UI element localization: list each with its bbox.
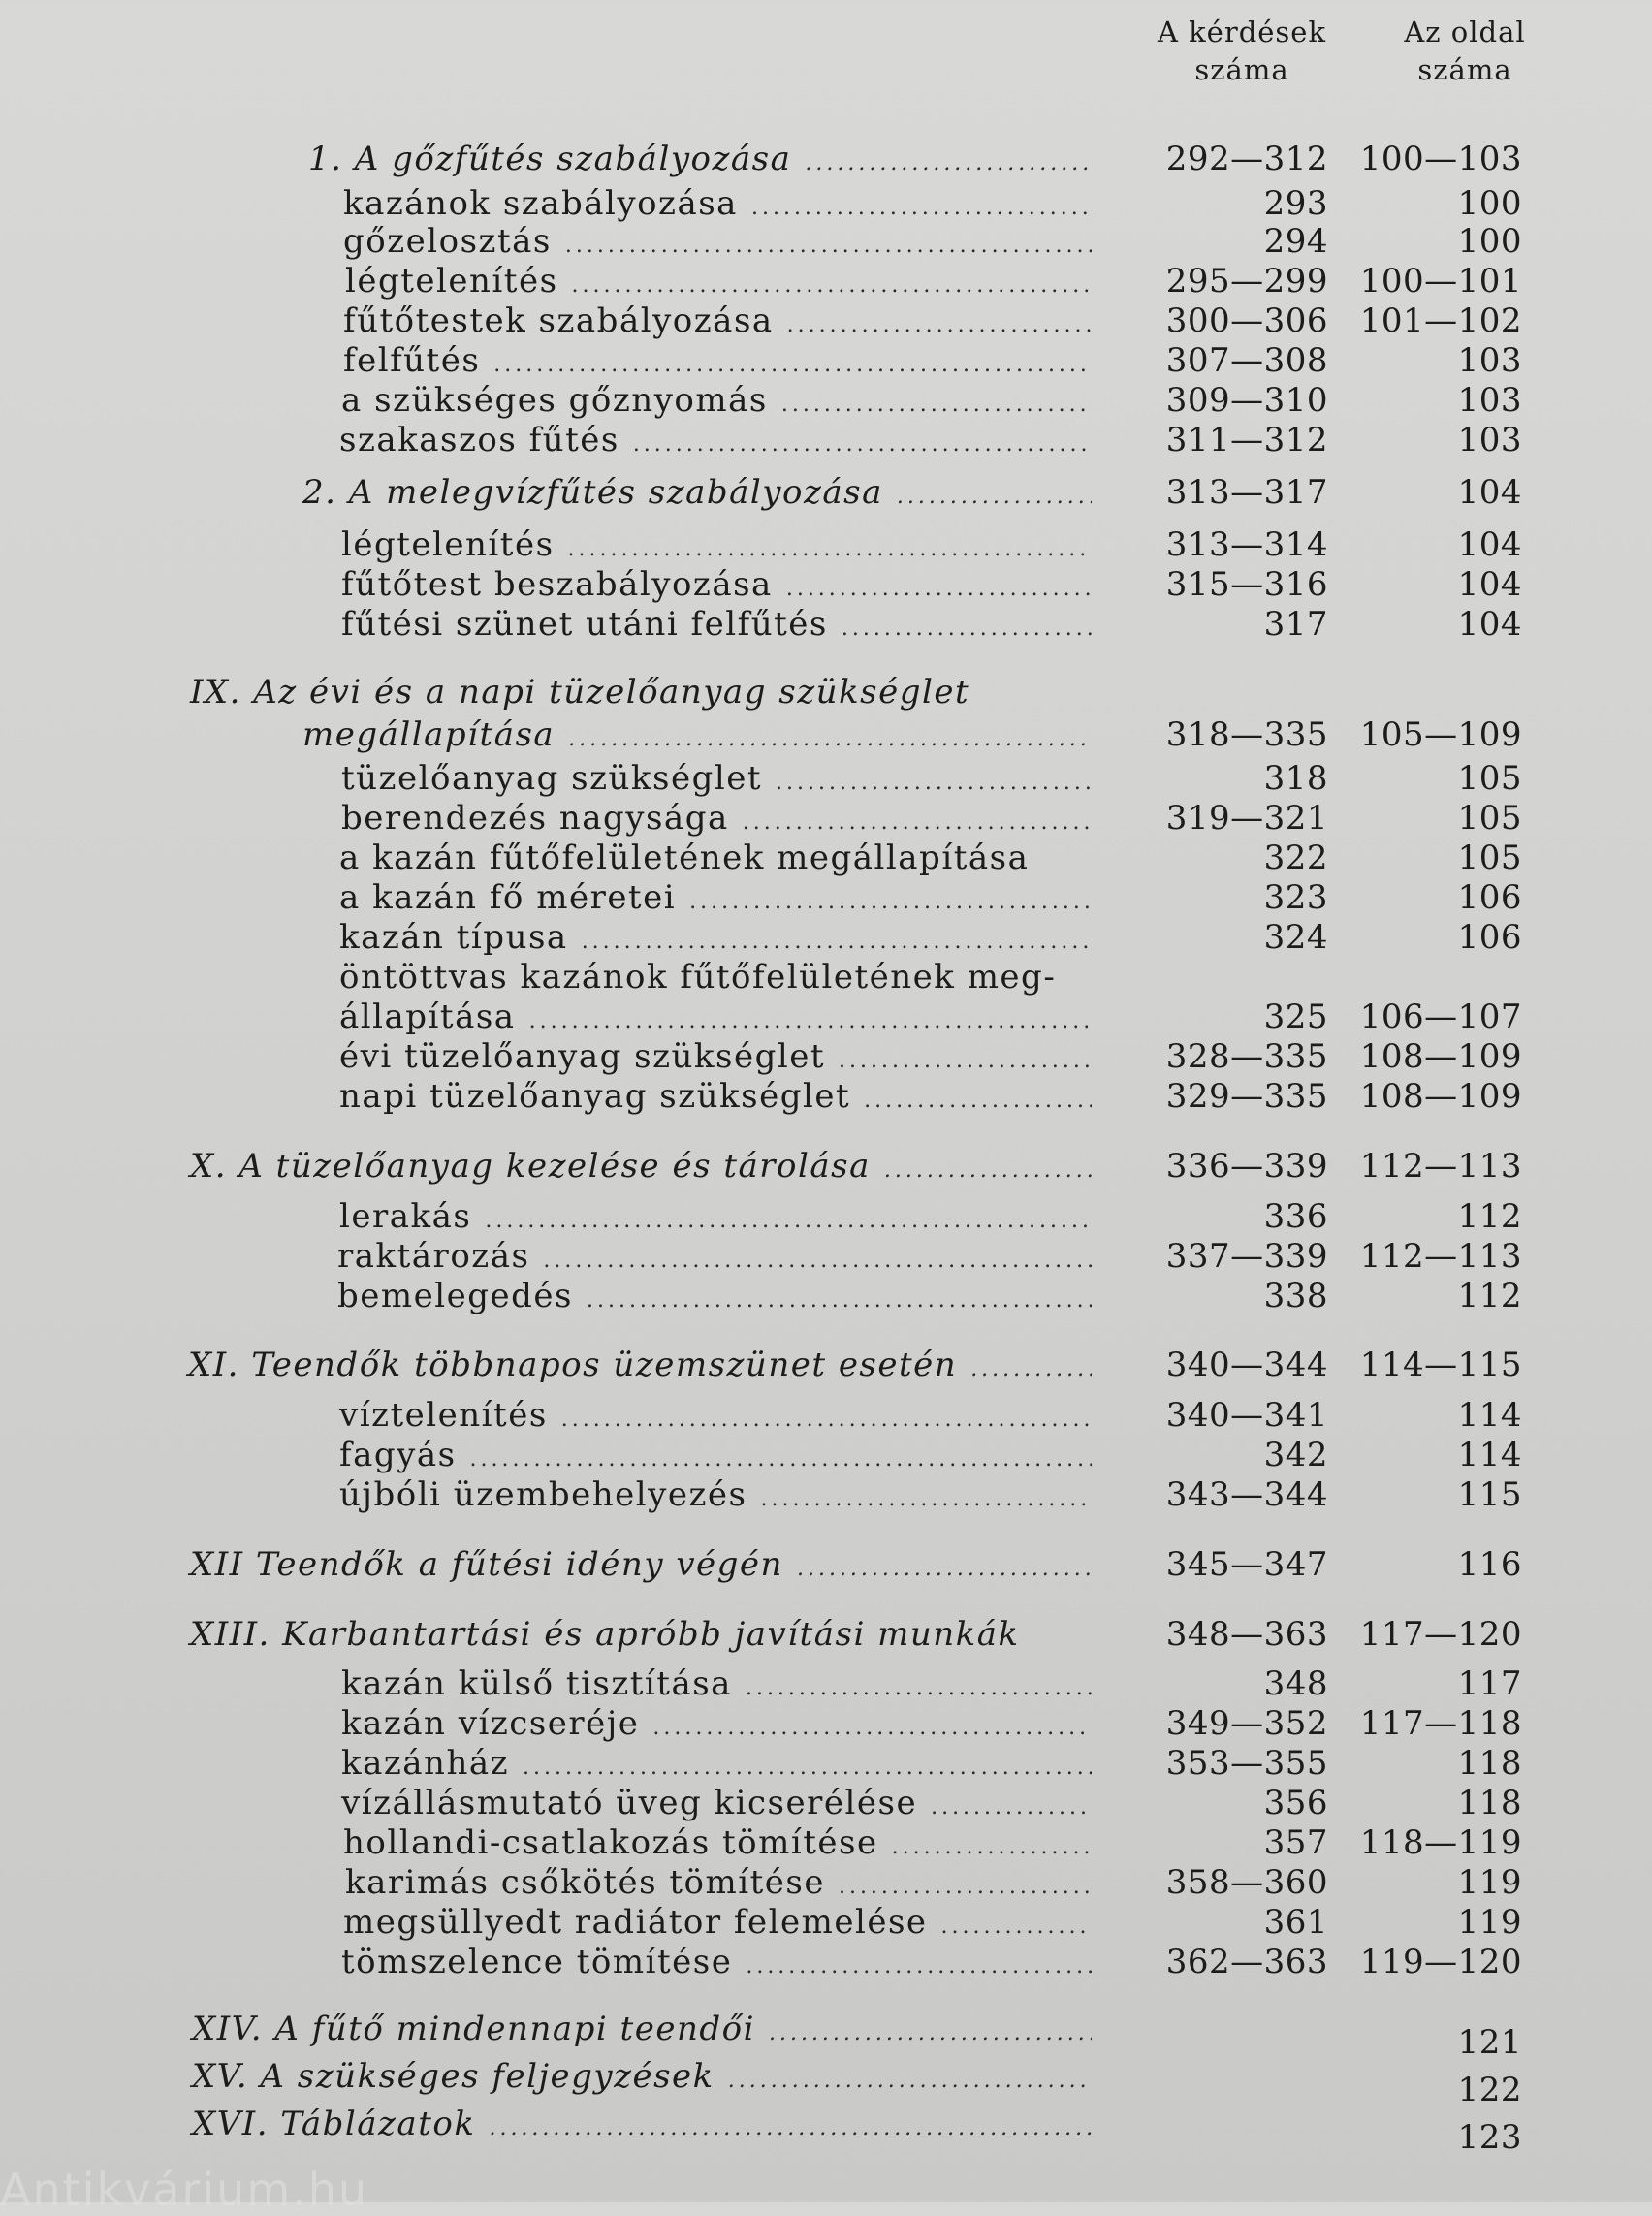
page-range: 122 [1457, 2071, 1522, 2109]
leader-dots [892, 1833, 1092, 1862]
question-range: 325 [1263, 997, 1328, 1036]
toc-row-32 [0, 1545, 1652, 1584]
column-header-questions-line2: száma [1194, 53, 1289, 86]
toc-entry-title: gőzelosztás [343, 222, 552, 261]
toc-entry-title: karimás csőkötés tömítése [345, 1863, 825, 1902]
leader-dots [728, 2067, 1092, 2096]
toc-row-27 [0, 1277, 1652, 1315]
toc-entry-title: XV. A szükséges feljegyzések [192, 2057, 715, 2096]
toc-row-8 [0, 421, 1652, 459]
leader-dots [470, 1445, 1092, 1474]
page-range: 100—101 [1359, 262, 1522, 301]
leader-dots [652, 1714, 1092, 1743]
page-range: 104 [1457, 473, 1522, 512]
question-range: 318—335 [1165, 715, 1328, 754]
toc-row-4 [0, 262, 1652, 301]
leader-dots [582, 928, 1092, 957]
toc-entry-title: kazánok szabályozása [343, 184, 738, 223]
page-range: 105 [1457, 839, 1522, 877]
toc-entry-title: fűtőtestek szabályozása [343, 301, 774, 340]
leader-dots [529, 1007, 1092, 1036]
leader-dots [1069, 967, 1092, 997]
question-range: 313—314 [1165, 525, 1328, 564]
toc-entry-title: a kazán fő méretei [339, 878, 677, 917]
leader-dots [884, 1156, 1092, 1186]
page-range: 117—118 [1359, 1704, 1522, 1743]
toc-row-6 [0, 341, 1652, 380]
question-range: 340—341 [1165, 1396, 1328, 1435]
page-range: 114 [1457, 1396, 1522, 1435]
leader-dots [689, 888, 1092, 917]
toc-row-31 [0, 1475, 1652, 1514]
question-range: 362—363 [1165, 1943, 1328, 1981]
leader-dots [489, 2114, 1092, 2143]
leader-dots [572, 271, 1092, 301]
page-range: 114—115 [1359, 1345, 1522, 1384]
toc-row-33 [0, 1615, 1652, 1654]
page-range: 117 [1457, 1664, 1522, 1703]
question-range: 336 [1263, 1197, 1328, 1236]
question-range: 292—312 [1165, 140, 1328, 178]
page-range: 108—109 [1359, 1037, 1522, 1076]
toc-row-11 [0, 565, 1652, 604]
toc-entry-title: a kazán fűtőfelületének megállapítása [339, 839, 1030, 877]
question-range: 324 [1263, 918, 1328, 957]
leader-dots [543, 1247, 1092, 1276]
page-range: 112—113 [1359, 1147, 1522, 1186]
page-range: 104 [1457, 565, 1522, 604]
toc-entry-title: felfűtés [343, 341, 481, 380]
toc-row-40 [0, 1903, 1652, 1942]
question-range: 348—363 [1165, 1615, 1328, 1654]
toc-entry-title: kazán típusa [339, 918, 568, 957]
page-range: 106—107 [1359, 997, 1522, 1036]
question-range: 340—344 [1165, 1345, 1328, 1384]
toc-entry-title: kazánház [341, 1744, 510, 1783]
question-range: 317 [1263, 605, 1328, 644]
toc-row-44 [0, 2105, 1652, 2157]
page-range: 118 [1457, 1784, 1522, 1822]
toc-row-26 [0, 1237, 1652, 1276]
question-range: 307—308 [1165, 341, 1328, 380]
page-range: 118—119 [1359, 1823, 1522, 1862]
page-range: 117—120 [1359, 1615, 1522, 1654]
question-range: 319—321 [1165, 799, 1328, 838]
question-range [1115, 2057, 1328, 2096]
leader-dots [786, 575, 1092, 604]
toc-row-38 [0, 1823, 1652, 1862]
question-range: 309—310 [1165, 381, 1328, 420]
page-range: 101—102 [1359, 301, 1522, 340]
toc-row-1 [0, 140, 1652, 178]
page-range: 119—120 [1359, 1943, 1522, 1981]
leader-dots [743, 808, 1092, 838]
leader-dots [1042, 848, 1092, 877]
leader-dots [587, 1286, 1092, 1315]
toc-entry-title: évi tüzelőanyag szükséglet [339, 1037, 826, 1076]
page-range: 104 [1457, 525, 1522, 564]
page-range: 119 [1457, 1863, 1522, 1902]
leader-dots [797, 1555, 1092, 1584]
leader-dots [761, 1485, 1093, 1514]
leader-dots [970, 1355, 1092, 1384]
column-header-pages-line1: Az oldal [1404, 16, 1526, 48]
toc-entry-title: légtelenítés [341, 525, 555, 564]
question-range: 337—339 [1165, 1237, 1328, 1276]
toc-row-7 [0, 381, 1652, 420]
leader-dots [746, 1952, 1092, 1981]
toc-row-35 [0, 1704, 1652, 1743]
toc-row-39 [0, 1863, 1652, 1902]
toc-entry-title: légtelenítés [345, 262, 558, 301]
question-range: 323 [1263, 878, 1328, 917]
toc-entry-title: öntöttvas kazánok fűtőfelületének meg- [339, 958, 1057, 997]
toc-row-36 [0, 1744, 1652, 1783]
page-range: 116 [1457, 1545, 1522, 1584]
leader-dots [787, 311, 1092, 340]
question-range: 343—344 [1165, 1475, 1328, 1514]
toc-entry-title: vízállásmutató üveg kicserélése [341, 1784, 918, 1822]
page-range: 105 [1457, 759, 1522, 798]
toc-entry-title: fűtőtest beszabályozása [341, 565, 773, 604]
toc-entry-title: hollandi-csatlakozás tömítése [343, 1823, 878, 1862]
toc-entry-title: XII Teendők a fűtési idény végén [190, 1545, 783, 1584]
toc-row-25 [0, 1197, 1652, 1236]
toc-entry-title: XIV. A fűtő mindennapi teendői [192, 2010, 755, 2048]
toc-entry-title: berendezés nagysága [341, 799, 729, 838]
page-range: 100—103 [1359, 140, 1522, 178]
question-range: 358—360 [1165, 1863, 1328, 1902]
question-range: 322 [1263, 839, 1328, 877]
leader-dots [751, 194, 1092, 223]
page-range: 114 [1457, 1436, 1522, 1474]
leader-dots [842, 615, 1092, 644]
toc-row-21 [0, 997, 1652, 1036]
toc-entry-title: tüzelőanyag szükséglet [341, 759, 763, 798]
toc-row-30 [0, 1436, 1652, 1474]
toc-row-10 [0, 525, 1652, 564]
toc-row-3 [0, 222, 1652, 261]
question-range: 336—339 [1165, 1147, 1328, 1186]
toc-entry-title: napi tüzelőanyag szükséglet [339, 1077, 851, 1116]
page-range: 123 [1457, 2118, 1522, 2157]
toc-entry-title: fagyás [339, 1436, 457, 1474]
leader-dots [633, 430, 1092, 459]
toc-row-24 [0, 1147, 1652, 1186]
leader-dots [805, 149, 1092, 178]
toc-entry-title: állapítása [339, 997, 516, 1036]
page-range [1328, 958, 1522, 997]
toc-entry-title: X. A tüzelőanyag kezelése és tárolása [190, 1147, 871, 1186]
question-range: 311—312 [1165, 421, 1328, 459]
question-range [1115, 2105, 1328, 2143]
question-range: 295—299 [1165, 262, 1328, 301]
question-range: 345—347 [1165, 1545, 1328, 1584]
page-range: 104 [1457, 605, 1522, 644]
toc-entry-title: bemelegedés [337, 1277, 573, 1315]
question-range: 294 [1263, 222, 1328, 261]
leader-dots [931, 1793, 1092, 1822]
toc-entry-title: XIII. Karbantartási és apróbb javítási munkák [190, 1615, 1020, 1654]
toc-row-43 [0, 2057, 1652, 2109]
leader-dots [568, 535, 1092, 564]
leader-dots [983, 682, 1092, 712]
leader-dots [493, 351, 1092, 380]
toc-row-5 [0, 301, 1652, 340]
toc-row-15 [0, 759, 1652, 798]
leader-dots [568, 725, 1092, 754]
leader-dots [864, 1087, 1092, 1116]
page-range: 112—113 [1359, 1237, 1522, 1276]
toc-entry-title: IX. Az évi és a napi tüzelőanyag szükséglet [190, 673, 970, 712]
toc-entry-title: újbóli üzembehelyezés [339, 1475, 747, 1514]
page-range: 100 [1457, 222, 1522, 261]
column-header-questions [1130, 14, 1353, 89]
watermark-text: Antikvárium.hu [0, 2164, 369, 2216]
page-range: 105 [1457, 799, 1522, 838]
toc-row-34 [0, 1664, 1652, 1703]
page-range: 103 [1457, 341, 1522, 380]
leader-dots [523, 1754, 1092, 1783]
toc-entry-title: kazán vízcseréje [341, 1704, 640, 1743]
page-range [1328, 673, 1522, 712]
question-range: 349—352 [1165, 1704, 1328, 1743]
leader-dots [1033, 1625, 1092, 1654]
toc-row-16 [0, 799, 1652, 838]
leader-dots [769, 2019, 1092, 2048]
toc-row-42 [0, 2010, 1652, 2062]
question-range: 329—335 [1165, 1077, 1328, 1116]
toc-entry-title: víztelenítés [339, 1396, 548, 1435]
toc-row-20 [0, 958, 1652, 997]
toc-row-19 [0, 918, 1652, 957]
toc-row-37 [0, 1784, 1652, 1822]
toc-entry-title: 2. A melegvízfűtés szabályozása [302, 473, 883, 512]
toc-row-14 [0, 715, 1652, 754]
leader-dots [776, 769, 1092, 798]
column-header-questions-line1: A kérdések [1157, 16, 1327, 48]
page-range: 115 [1457, 1475, 1522, 1514]
toc-row-22 [0, 1037, 1652, 1076]
question-range [1115, 2010, 1328, 2048]
toc-entry-title: 1. A gőzfűtés szabályozása [308, 140, 792, 178]
question-range: 356 [1263, 1784, 1328, 1822]
leader-dots [746, 1674, 1092, 1703]
page-range: 105—109 [1359, 715, 1522, 754]
question-range: 300—306 [1165, 301, 1328, 340]
question-range: 357 [1263, 1823, 1328, 1862]
question-range: 342 [1263, 1436, 1328, 1474]
question-range: 338 [1263, 1277, 1328, 1315]
page-range: 106 [1457, 878, 1522, 917]
page-range: 108—109 [1359, 1077, 1522, 1116]
leader-dots [839, 1873, 1092, 1902]
question-range: 318 [1263, 759, 1328, 798]
question-range: 348 [1263, 1664, 1328, 1703]
toc-row-18 [0, 878, 1652, 917]
toc-entry-title: XVI. Táblázatok [192, 2105, 476, 2143]
toc-row-29 [0, 1396, 1652, 1435]
toc-entry-title: szakaszos fűtés [339, 421, 620, 459]
page-range: 103 [1457, 421, 1522, 459]
toc-row-2 [0, 184, 1652, 223]
question-range: 328—335 [1165, 1037, 1328, 1076]
toc-entry-title: tömszelence tömítése [341, 1943, 733, 1981]
toc-entry-title: lerakás [339, 1197, 472, 1236]
leader-dots [897, 483, 1092, 512]
page-range: 112 [1457, 1277, 1522, 1315]
question-range [1115, 958, 1328, 997]
toc-row-9 [0, 473, 1652, 512]
toc-entry-title: megállapítása [302, 715, 556, 754]
column-header-pages [1353, 14, 1576, 89]
column-header-pages-line2: száma [1417, 53, 1512, 86]
toc-row-41 [0, 1943, 1652, 1981]
toc-entry-title: a szükséges gőznyomás [341, 381, 768, 420]
page-range: 112 [1457, 1197, 1522, 1236]
question-range: 361 [1263, 1903, 1328, 1942]
question-range: 315—316 [1165, 565, 1328, 604]
page-range: 119 [1457, 1903, 1522, 1942]
toc-row-23 [0, 1077, 1652, 1116]
leader-dots [839, 1047, 1092, 1076]
question-range [1115, 673, 1328, 712]
toc-row-28 [0, 1345, 1652, 1384]
page-range: 118 [1457, 1744, 1522, 1783]
leader-dots [485, 1207, 1092, 1236]
leader-dots [941, 1913, 1092, 1942]
toc-row-13 [0, 673, 1652, 712]
toc-entry-title: raktározás [337, 1237, 530, 1276]
toc-row-12 [0, 605, 1652, 644]
leader-dots [565, 232, 1092, 261]
page-range: 100 [1457, 184, 1522, 223]
page-range: 106 [1457, 918, 1522, 957]
leader-dots [561, 1406, 1092, 1435]
leader-dots [781, 391, 1092, 420]
toc-entry-title: kazán külső tisztítása [341, 1664, 732, 1703]
page-range: 121 [1457, 2023, 1522, 2062]
toc-entry-title: megsüllyedt radiátor felemelése [343, 1903, 928, 1942]
question-range: 353—355 [1165, 1744, 1328, 1783]
question-range: 313—317 [1165, 473, 1328, 512]
toc-entry-title: XI. Teendők többnapos üzemszünet esetén [188, 1345, 958, 1384]
toc-row-17 [0, 839, 1652, 877]
question-range: 293 [1263, 184, 1328, 223]
toc-entry-title: fűtési szünet utáni felfűtés [341, 605, 828, 644]
page-range: 103 [1457, 381, 1522, 420]
